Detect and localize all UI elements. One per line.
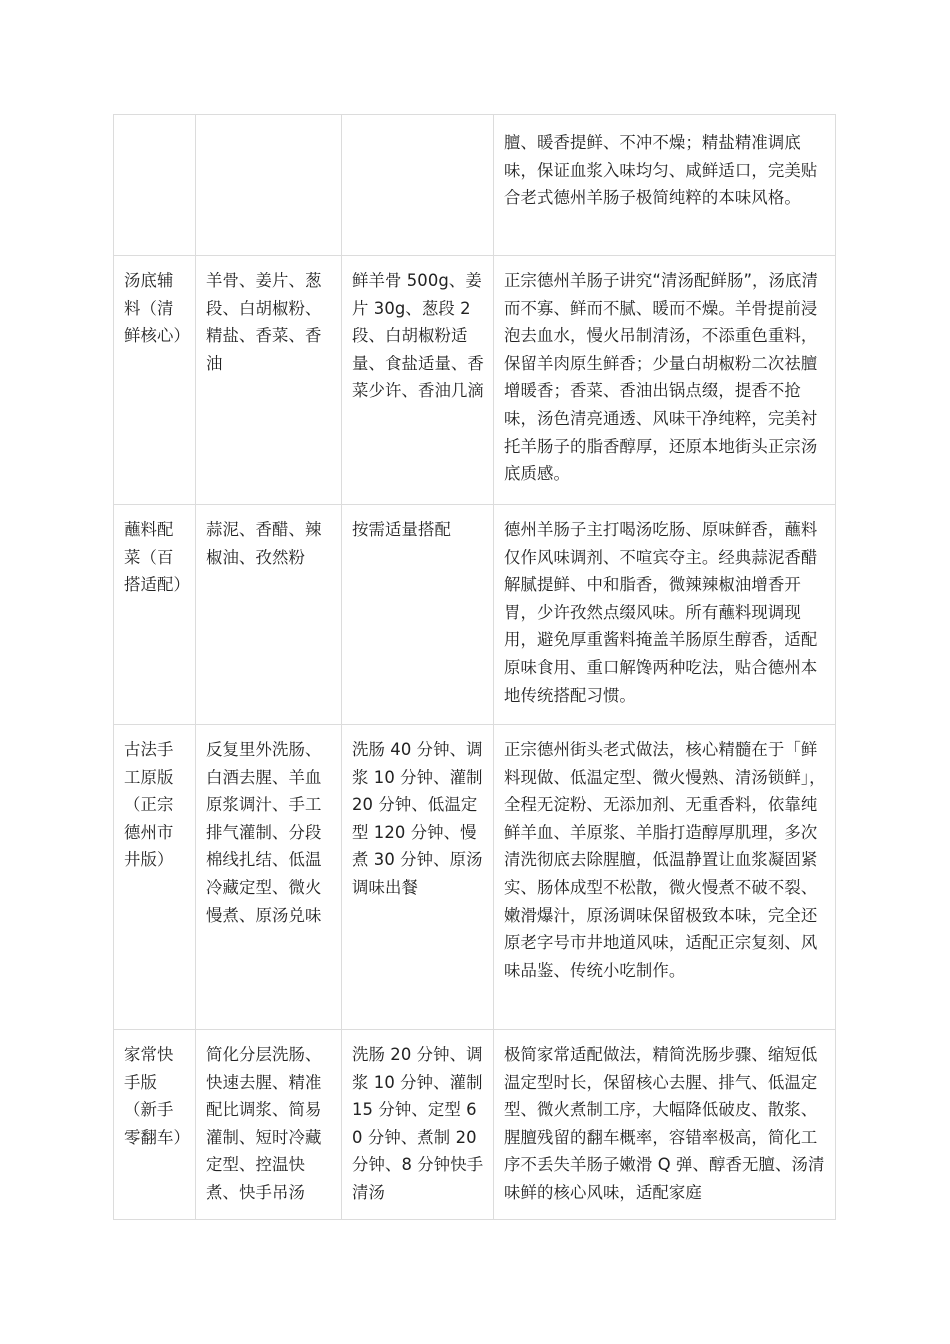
category-cell: [114, 1030, 196, 1220]
category-text: 家常快手版（新手零翻车）: [124, 1045, 190, 1147]
notes-text: 极简家常适配做法，精简洗肠步骤、缩短低温定型时长，保留核心去腥、排气、低温定型、微火煮制工序，大幅降低破皮、散浆、腥膻残留的翻车概率，容错率极高，简化工序不丢失羊肠子嫩滑 Q 弹、醇香无膻、汤清味鲜的核心风味，适配家庭: [504, 1045, 825, 1202]
notes-cell: [494, 115, 836, 256]
category-cell: [114, 115, 196, 256]
category-text: 汤底辅料（清鲜核心）: [124, 271, 190, 346]
notes-cell: [494, 725, 836, 1030]
amount-cell: [342, 725, 494, 1030]
notes-cell: [494, 1030, 836, 1220]
amount-cell: [342, 505, 494, 725]
category-text: 蘸料配菜（百搭适配）: [124, 520, 190, 595]
table-row: [114, 115, 836, 256]
amount-cell: [342, 256, 494, 505]
ingredients-text: 羊骨、姜片、葱段、白胡椒粉、精盐、香菜、香油: [206, 271, 322, 373]
ingredients-cell: [196, 115, 342, 256]
ingredients-cell: [196, 1030, 342, 1220]
amount-text: 按需适量搭配: [352, 520, 451, 539]
recipe-table: [113, 114, 836, 1220]
notes-text: 膻、暖香提鲜、不冲不燥；精盐精准调底味，保证血浆入味均匀、咸鲜适口，完美贴合老式德州羊肠子极简纯粹的本味风格。: [504, 133, 818, 208]
notes-cell: [494, 505, 836, 725]
ingredients-text: 反复里外洗肠、白酒去腥、羊血原浆调汁、手工排气灌制、分段棉线扎结、低温冷藏定型、微火慢煮、原汤兑味: [206, 740, 322, 925]
table-row: [114, 725, 836, 1030]
table-row: [114, 505, 836, 725]
category-text: 古法手工原版（正宗德州市井版）: [124, 740, 174, 870]
amount-text: 鲜羊骨 500g、姜片 30g、葱段 2 段、白胡椒粉适量、食盐适量、香菜少许、香油几滴: [352, 271, 484, 401]
category-cell: [114, 725, 196, 1030]
category-cell: [114, 256, 196, 505]
ingredients-cell: [196, 725, 342, 1030]
notes-cell: [494, 256, 836, 505]
ingredients-text: 蒜泥、香醋、辣椒油、孜然粉: [206, 520, 322, 567]
ingredients-cell: [196, 256, 342, 505]
category-cell: [114, 505, 196, 725]
amount-text: 洗肠 20 分钟、调浆 10 分钟、灌制 15 分钟、定型 60 分钟、煮制 20 分钟、8 分钟快手清汤: [352, 1045, 488, 1202]
notes-text: 正宗德州羊肠子讲究“清汤配鲜肠”，汤底清而不寡、鲜而不腻、暖而不燥。羊骨提前浸泡去血水，慢火吊制清汤，不添重色重料，保留羊肉原生鲜香；少量白胡椒粉二次祛膻增暖香；香菜、香油出锅点缀，提香不抢味，汤色清亮通透、风味干净纯粹，完美衬托羊肠子的脂香醇厚，还原本地街头正宗汤底质感。: [504, 271, 819, 484]
notes-text: 正宗德州街头老式做法，核心精髓在于「鲜料现做、低温定型、微火慢熟、清汤锁鲜」，全程无淀粉、无添加剂、无重香料，依靠纯鲜羊血、羊原浆、羊脂打造醇厚肌理，多次清洗彻底去除腥膻，低温静置让血浆凝固紧实、肠体成型不松散，微火慢煮不破不裂、嫩滑爆汁，原汤调味保留极致本味，完全还原老字号市井地道风味，适配正宗复刻、风味品鉴、传统小吃制作。: [504, 740, 826, 980]
amount-text: 洗肠 40 分钟、调浆 10 分钟、灌制 20 分钟、低温定型 120 分钟、慢煮 30 分钟、原汤调味出餐: [352, 740, 488, 897]
amount-cell: [342, 1030, 494, 1220]
ingredients-cell: [196, 505, 342, 725]
amount-cell: [342, 115, 494, 256]
ingredients-text: 简化分层洗肠、快速去腥、精准配比调浆、简易灌制、短时冷藏定型、控温快煮、快手吊汤: [206, 1045, 322, 1202]
table-row: [114, 1030, 836, 1220]
notes-text: 德州羊肠子主打喝汤吃肠、原味鲜香，蘸料仅作风味调剂、不喧宾夺主。经典蒜泥香醋解腻提鲜、中和脂香，微辣辣椒油增香开胃，少许孜然点缀风味。所有蘸料现调现用，避免厚重酱料掩盖羊肠原生醇香，适配原味食用、重口解馋两种吃法，贴合德州本地传统搭配习惯。: [504, 520, 818, 705]
table-row: [114, 256, 836, 505]
